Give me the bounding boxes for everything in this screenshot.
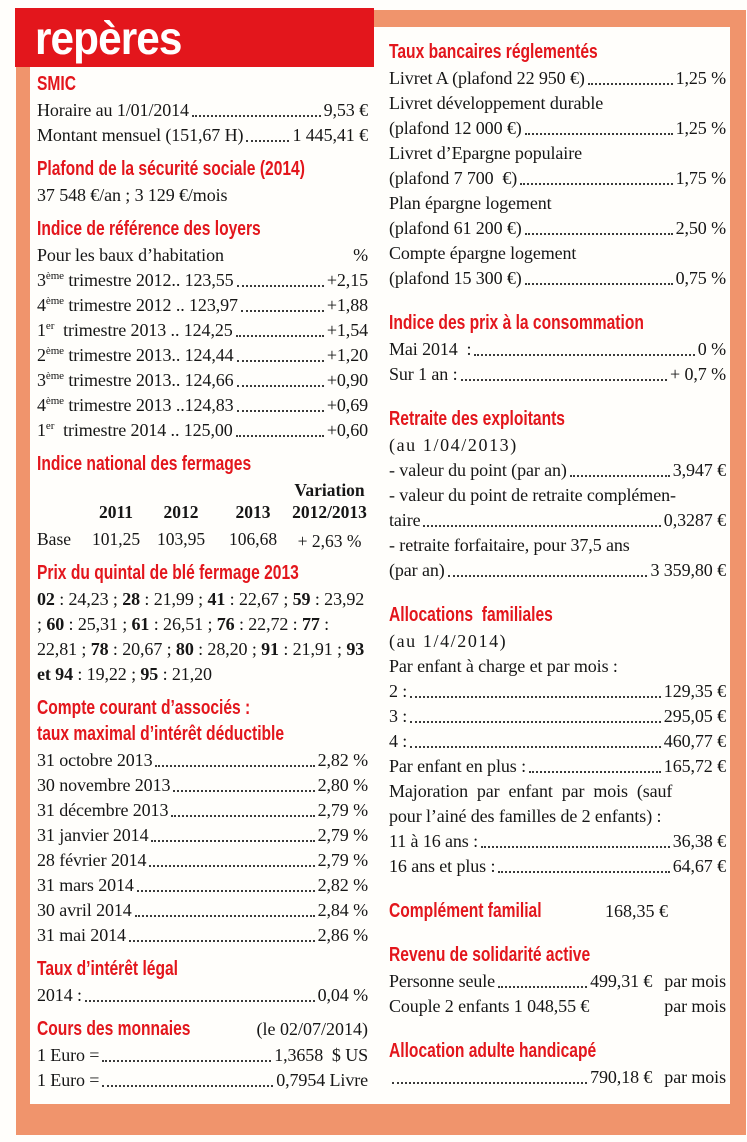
row-label [37,418,233,443]
data-row [389,116,726,141]
row-value: +0,90 [326,370,368,390]
dot-leader [525,233,673,235]
data-row [37,343,368,368]
dot-leader [525,133,673,135]
row-label: 30 avril 2014 [37,900,132,920]
price-text: : 22,67 ; [225,589,293,609]
section-plafond-securite-sociale [37,157,368,208]
section-ble-fermage [37,561,368,687]
data-row [37,393,368,418]
page-title-banner [15,8,374,67]
row-value: +1,20 [326,345,368,365]
department-number: 95 [140,664,159,684]
row-label-text: trimestre 2013.. 124,44 [63,345,234,365]
row-value: 0 % [697,339,726,359]
dot-leader [423,525,660,527]
price-text: : 22,72 : [234,614,302,634]
row-value: 2,84 % [317,900,368,920]
row-label [37,293,238,318]
page-title: repères [35,11,182,64]
section-heading [389,311,726,335]
row-value: 1 445,41 € [292,125,368,145]
data-row [37,123,368,148]
dot-leader [192,115,321,117]
department-number: 41 [207,589,226,609]
year-header: 2011 [98,502,134,522]
index-value: 106,68 [228,529,278,549]
row-value: 3 359,80 € [650,560,726,580]
frame-border-top [374,10,730,27]
year-header: 2013 [235,502,271,522]
row-value: 1,3658 $ US [274,1045,368,1065]
row-label-text: trimestre 2013 ..124,83 [63,395,234,415]
data-row [389,729,726,754]
data-row [389,829,726,854]
row-label: Couple 2 enfants 1 048,55 € [389,996,590,1016]
department-number: 93 et 94 [37,639,365,684]
row-value: 129,35 € [663,681,726,701]
data-row [389,166,726,191]
dot-leader [410,696,661,698]
section-allocations-familiales [389,603,726,879]
text-line: Par enfant à charge et par mois : [389,656,618,676]
row-label: Sur 1 an : [389,364,458,384]
row-label: taire [389,510,421,530]
data-row [37,293,368,318]
section-heading-text: Indice des prix à la consommation [389,312,644,334]
row-label [37,368,234,393]
row-label: (plafond 12 000 €) [389,118,522,138]
price-text: : 24,23 ; [54,589,123,609]
section-heading-text: Taux d’intérêt légal [37,958,179,980]
data-row [389,704,726,729]
row-label: (plafond 61 200 €) [389,218,522,238]
section-heading [37,561,368,585]
left-column [37,72,368,1102]
row-value: 295,05 € [663,706,726,726]
row-label: Horaire au 1/01/2014 [37,100,189,120]
row-value: 1,25 % [675,118,726,138]
row-label: (plafond 7 700 €) [389,168,518,188]
section-heading-text: Taux bancaires réglementés [389,41,598,63]
wheat-price-paragraph [37,587,368,687]
row-suffix: par mois [664,996,726,1016]
row-value: 0,7954 Livre [276,1070,368,1090]
data-row [389,362,726,387]
ordinal-suffix: er [45,320,55,332]
data-row [37,368,368,393]
variation-period: 2012/2013 [292,502,367,522]
row-value: 460,77 € [663,731,726,751]
ordinal-suffix: er [45,420,55,432]
table-header-row [37,479,368,523]
dot-leader [237,360,324,362]
price-text: : 21,99 ; [140,589,208,609]
row-label: 1 Euro = [37,1070,100,1090]
dot-leader [461,379,668,381]
data-row [389,854,726,879]
section-taux-interet-legal [37,957,368,1008]
ordinal-number: 2 [37,345,46,365]
dot-leader [102,1085,273,1087]
row-label: 31 décembre 2013 [37,800,169,820]
section-heading-text: Plafond de la sécurité sociale (2014) [37,158,305,180]
row-label: 4 : [389,731,408,751]
row-label: 2 : [389,681,408,701]
data-row [37,1043,368,1068]
row-suffix: par mois [664,971,726,991]
text-line: (au 1/04/2013) [389,435,518,455]
dot-leader [137,890,315,892]
data-row [37,1068,368,1093]
data-row [37,748,368,773]
text-line: - valeur du point de retraite complémen- [389,485,676,505]
section-smic [37,72,368,148]
row-value: +1,88 [326,295,368,315]
data-row [389,994,726,1019]
row-value: 2,79 % [317,850,368,870]
ordinal-suffix: ème [45,295,64,307]
section-revenu-solidarite-active [389,943,726,1019]
row-value: +2,15 [326,270,368,290]
ordinal-suffix: ème [45,270,64,282]
table-data-row [37,527,368,552]
dot-leader [448,575,648,577]
row-label: 28 février 2014 [37,850,147,870]
department-number: 78 [90,639,109,659]
section-heading-text: taux maximal d’intérêt déductible [37,723,285,745]
row-value: 64,67 € [672,856,726,876]
row-value: +0,69 [326,395,368,415]
frame-border-left [16,64,30,1104]
row-label: 31 mars 2014 [37,875,134,895]
dot-leader [588,83,673,85]
section-heading [37,452,368,476]
data-row [389,1065,726,1090]
data-row [389,216,726,241]
price-text: : 28,20 ; [193,639,262,659]
section-heading-text: Indice national des fermages [37,453,252,475]
dot-leader [102,1060,271,1062]
section-heading [37,72,368,96]
row-value: +1,54 [326,320,368,340]
row-value: 9,53 € [323,100,368,120]
row-value: % [353,245,368,265]
row-label [37,268,234,293]
ordinal-number: 3 [37,270,46,290]
row-value: 2,82 % [317,750,368,770]
dot-leader [155,765,314,767]
department-number: 60 [46,614,65,634]
data-row [37,898,368,923]
row-label: 31 octobre 2013 [37,750,153,770]
row-value: 1,75 % [675,168,726,188]
ordinal-suffix: ème [45,395,64,407]
dot-leader [498,986,587,988]
dot-leader [135,915,315,917]
data-row [37,418,368,443]
variation-header [291,479,368,523]
dot-leader [237,285,324,287]
dot-leader [237,385,324,387]
dot-leader [481,846,670,848]
section-heading-text: Cours des monnaies [37,1018,191,1040]
data-row [389,66,726,91]
price-text: : 20,67 ; [108,639,176,659]
row-label: Pour les baux d’habitation [37,245,224,265]
dot-leader [410,721,661,723]
data-row [37,773,368,798]
dot-leader [171,815,314,817]
row-label: Montant mensuel (151,67 H) [37,125,244,145]
dot-leader [570,475,670,477]
row-label: 11 à 16 ans : [389,831,479,851]
text-line: Livret développement durable [389,93,604,113]
department-number: 77 [301,614,320,634]
dot-leader [529,771,661,773]
row-label-text: trimestre 2012 .. 123,97 [63,295,238,315]
index-value: 101,25 [91,529,141,549]
data-row [37,923,368,948]
fermages-table [37,479,368,552]
row-label: 16 ans et plus : [389,856,496,876]
row-value: 2,86 % [317,925,368,945]
price-text: : 26,51 ; [149,614,217,634]
frame-border-right [730,10,746,1104]
row-value: 2,50 % [675,218,726,238]
section-heading-text: Prix du quintal de blé fermage 2013 [37,562,299,584]
section-indice-fermages [37,452,368,552]
department-number: 76 [216,614,235,634]
section-heading-text: Compte courant d’associés : [37,697,251,719]
data-row [37,268,368,293]
row-label [37,393,234,418]
row-label-text: trimestre 2013 .. 124,25 [54,320,233,340]
dot-leader [85,1000,315,1002]
dot-leader [149,865,314,867]
dot-leader [498,871,669,873]
price-text: : 22,81 ; [37,614,330,659]
section-heading-text: Allocation adulte handicapé [389,1040,597,1062]
row-label: 2014 : [37,985,82,1005]
section-heading [389,899,726,923]
row-value: 165,72 € [663,756,726,776]
section-heading [37,696,368,720]
row-value: 499,31 € [590,971,653,991]
section-heading [389,407,726,431]
dot-leader [236,435,324,437]
year-header: 2012 [163,502,199,522]
data-row [37,98,368,123]
data-row [389,558,726,583]
data-row [389,458,726,483]
row-label-text: trimestre 2013.. 124,66 [63,370,234,390]
section-indice-loyers [37,217,368,443]
section-heading [389,40,726,64]
row-label: (plafond 15 300 €) [389,268,522,288]
section-heading [389,943,726,967]
text-line: Compte épargne logement [389,243,577,263]
row-suffix: par mois [664,1067,726,1087]
data-row [389,754,726,779]
price-text: : 21,20 [158,664,212,684]
dot-leader [246,140,289,142]
data-row [37,823,368,848]
row-value: 1,25 % [675,68,726,88]
row-label: (par an) [389,560,445,580]
row-label: 30 novembre 2013 [37,775,171,795]
row-label: 31 janvier 2014 [37,825,149,845]
ordinal-suffix: ème [45,345,64,357]
data-row [37,873,368,898]
dot-leader [151,840,314,842]
row-label [37,318,233,343]
department-number: 28 [122,589,141,609]
data-row [37,318,368,343]
right-column [389,40,726,1110]
ordinal-number: 1 [37,420,46,440]
section-compte-courant [37,696,368,948]
section-heading [37,957,368,981]
section-complement-familial [389,899,726,923]
row-value: 3,947 € [672,460,726,480]
dot-leader [173,790,314,792]
dot-leader [237,410,324,412]
section-heading [37,217,368,241]
text-line: Majoration par enfant par mois (sauf [389,781,673,801]
section-indice-prix-consommation [389,311,726,387]
data-row [37,243,368,268]
section-heading-text: Complément familial [389,900,542,922]
section-retraite-exploitants [389,407,726,583]
section-heading [37,1017,368,1041]
heading-amount: 168,35 € [605,901,668,921]
text-line: - retraite forfaitaire, pour 37,5 ans [389,535,630,555]
text-line: Plan épargne logement [389,193,552,213]
row-label: Par enfant en plus : [389,756,526,776]
row-value: 0,3287 € [663,510,726,530]
data-row [37,848,368,873]
row-value: 2,79 % [317,800,368,820]
row-value: 36,38 € [672,831,726,851]
section-heading [389,1039,726,1063]
data-row [389,969,726,994]
data-row [389,679,726,704]
row-label [37,343,234,368]
ordinal-number: 4 [37,295,46,315]
variation-value: + 2,63 % [297,531,362,551]
data-row [389,337,726,362]
row-value: 790,18 € [590,1067,653,1087]
row-label: 1 Euro = [37,1045,100,1065]
price-text: : 21,91 ; [278,639,347,659]
dot-leader [474,354,694,356]
row-label: 3 : [389,706,408,726]
department-number: 80 [175,639,194,659]
section-heading-text: Revenu de solidarité active [389,944,591,966]
text-line: Livret d’Epargne populaire [389,143,582,163]
row-label-text: trimestre 2012.. 123,55 [63,270,234,290]
row-value: 2,79 % [317,825,368,845]
ordinal-number: 3 [37,370,46,390]
section-heading [389,603,726,627]
data-row [389,266,726,291]
row-value: 0,75 % [675,268,726,288]
row-value: 2,82 % [317,875,368,895]
data-row [37,983,368,1008]
row-value: 2,80 % [317,775,368,795]
department-number: 91 [261,639,279,659]
department-number: 61 [131,614,150,634]
section-heading-text: Indice de référence des loyers [37,218,261,240]
row-label: Mai 2014 : [389,339,472,359]
row-value: 0,04 % [317,985,368,1005]
dot-leader [520,183,672,185]
price-text: : 19,22 ; [72,664,141,684]
row-label: Personne seule [389,971,496,991]
row-value: +0,60 [326,420,368,440]
dot-leader [129,940,315,942]
section-heading [37,157,368,181]
text-line: (au 1/4/2014) [389,631,508,651]
dot-leader [392,1082,587,1084]
section-heading-text: Retraite des exploitants [389,408,565,430]
dot-leader [525,283,673,285]
variation-label: Variation [294,480,365,500]
text-line: pour l’ainé des familles de 2 enfants) : [389,806,662,826]
ordinal-number: 4 [37,395,46,415]
price-text: : 25,31 ; [64,614,132,634]
section-taux-bancaires [389,40,726,291]
row-label-text: trimestre 2014 .. 125,00 [54,420,233,440]
section-heading-text: SMIC [37,73,76,95]
text-line: 37 548 €/an ; 3 129 €/mois [37,185,228,205]
dot-leader [236,335,324,337]
index-value: 103,95 [156,529,206,549]
ordinal-suffix: ème [45,370,64,382]
department-number: 02 [37,589,55,609]
row-label: 31 mai 2014 [37,925,126,945]
ordinal-number: 1 [37,320,46,340]
department-number: 59 [292,589,311,609]
row-value: + 0,7 % [670,364,726,384]
data-row [389,508,726,533]
row-label: - valeur du point (par an) [389,460,567,480]
row-label: Livret A (plafond 22 950 €) [389,68,585,88]
section-heading-line2 [37,722,368,746]
data-row [37,798,368,823]
price-text: : 23,92 ; [37,589,365,634]
row-header-base: Base [37,529,72,549]
section-allocation-adulte-handicape [389,1039,726,1090]
dot-leader [241,310,324,312]
section-cours-monnaies [37,1017,368,1093]
dot-leader [410,746,661,748]
heading-date-note: (le 02/07/2014) [256,1019,368,1039]
section-heading-text: Allocations familiales [389,604,553,626]
